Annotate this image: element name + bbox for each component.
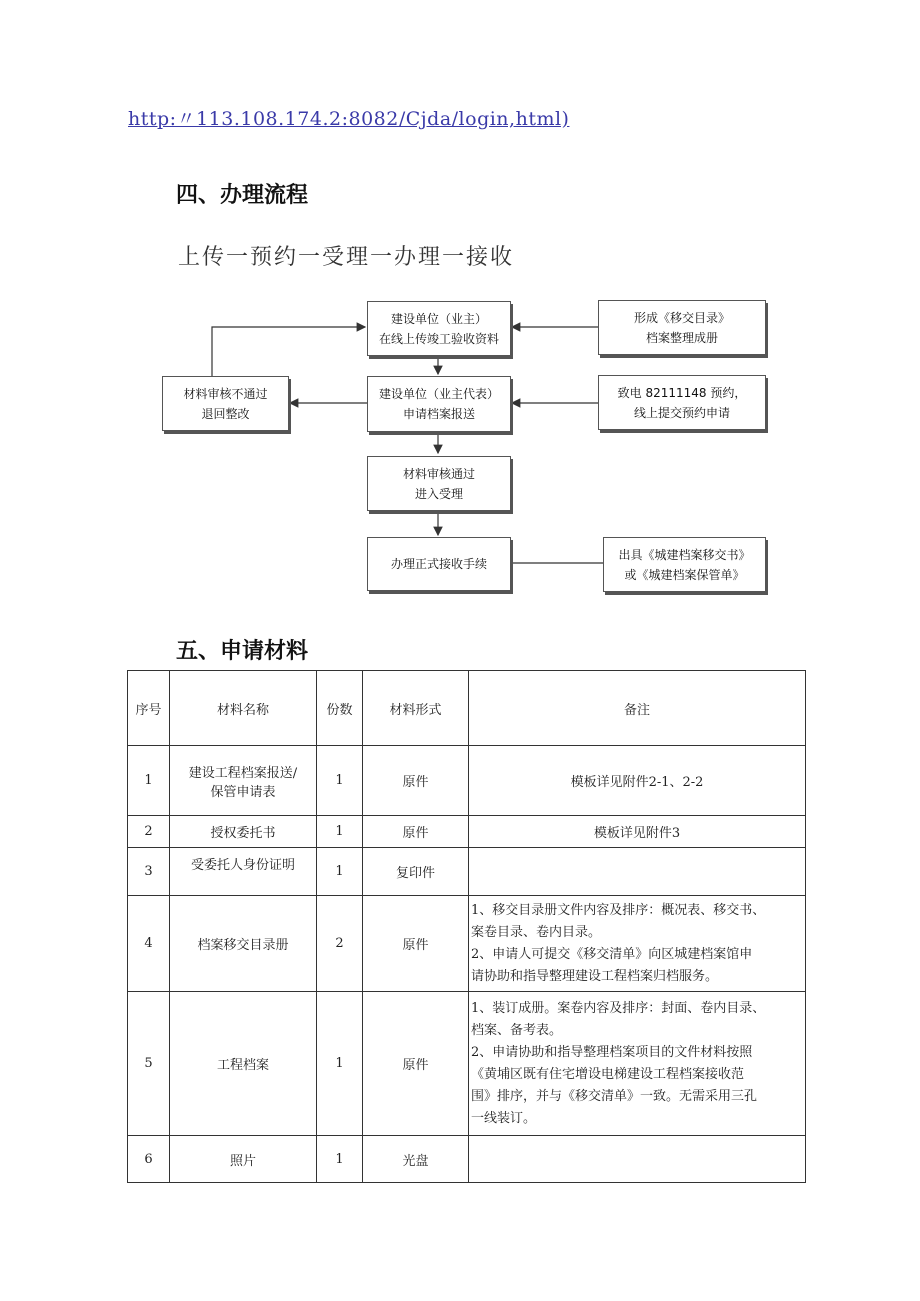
flow-box-issue: [603, 537, 766, 592]
flow-box-text: 进入受理: [414, 486, 463, 501]
flow-box-apply: [367, 376, 511, 432]
table-row: [128, 746, 806, 816]
cell-form: 原件: [363, 816, 469, 848]
cell-no: 3: [128, 848, 170, 896]
header-form: 材料形式: [363, 671, 469, 746]
header-no: 序号: [128, 671, 170, 746]
cell-name-line: 建设工程档案报送/: [188, 765, 298, 781]
section-heading-process: 四、办理流程: [176, 183, 309, 208]
cell-count: 1: [317, 816, 363, 848]
note-line: 1、装订成册。案卷内容及排序：封面、卷内目录、: [471, 1000, 766, 1016]
cell-count: 1: [317, 1136, 363, 1183]
table-row: [128, 848, 806, 896]
cell-note: 模板详见附件2-1、2-2: [469, 746, 806, 816]
cell-note: 模板详见附件3: [469, 816, 806, 848]
cell-note: [469, 896, 806, 992]
cell-no: 6: [128, 1136, 170, 1183]
note-line: 《黄埔区既有住宅增设电梯建设工程档案接收范: [471, 1066, 745, 1082]
note-line: 2、申请人可提交《移交清单》向区城建档案馆申: [471, 946, 753, 962]
arrow-reject-to-upload: [212, 327, 365, 376]
cell-count: 1: [317, 746, 363, 816]
flow-box-handle: [367, 537, 511, 591]
cell-note: [469, 1136, 806, 1183]
note-line: 档案、备考表。: [471, 1022, 563, 1038]
flow-box-text: 办理正式接收手续: [390, 557, 487, 571]
cell-count: 1: [317, 848, 363, 896]
note-line: 请协助和指导整理建设工程档案归档服务。: [471, 968, 719, 984]
note-line: 围》排序，并与《移交清单》一致。无需采用三孔: [471, 1088, 758, 1104]
note-line: 2、申请协助和指导整理档案项目的文件材料按照: [471, 1044, 753, 1060]
flow-box-text: 申请档案报送: [402, 407, 475, 421]
cell-name: 受委托人身份证明: [170, 848, 317, 896]
flow-box-text: 建设单位（业主代表）: [378, 387, 499, 401]
table-row: [128, 896, 806, 992]
process-summary: 上传一预约一受理一办理一接收: [178, 245, 515, 270]
cell-note: [469, 848, 806, 896]
table-row: [128, 816, 806, 848]
header-note: 备注: [469, 671, 806, 746]
flow-box-text: 档案整理成册: [645, 330, 718, 345]
archive-login-link[interactable]: http:〃113.108.174.2:8082/Cjda/login,html): [128, 108, 570, 130]
flow-box-text: 材料审核通过: [402, 466, 475, 481]
cell-name: 授权委托书: [170, 816, 317, 848]
cell-form: 原件: [363, 746, 469, 816]
flow-box-text: 线上提交预约申请: [633, 405, 730, 420]
section-heading-materials: 五、申请材料: [176, 639, 309, 664]
table-header-row: [128, 671, 806, 746]
cell-no: 5: [128, 992, 170, 1136]
flow-box-text: 材料审核不通过: [183, 386, 268, 401]
flow-box-accept: [367, 456, 511, 511]
flow-box-text: 退回整改: [201, 406, 250, 421]
note-line: 案卷目录、卷内目录。: [471, 924, 602, 940]
flow-box-call: [598, 375, 766, 430]
cell-no: 4: [128, 896, 170, 992]
cell-name: 工程档案: [170, 992, 317, 1136]
cell-form: 原件: [363, 896, 469, 992]
cell-form: 光盘: [363, 1136, 469, 1183]
flow-box-text: 或《城建档案保管单》: [624, 567, 745, 582]
flow-box-text: 建设单位（业主）: [390, 311, 487, 326]
header-count: 份数: [317, 671, 363, 746]
materials-table: [127, 670, 806, 1183]
cell-note: [469, 992, 806, 1136]
flow-box-reject: [162, 376, 289, 431]
note-line: 1、移交目录册文件内容及排序：概况表、移交书、: [471, 902, 766, 918]
note-line: 一线装订。: [471, 1110, 537, 1126]
cell-no: 2: [128, 816, 170, 848]
flow-box-text: 形成《移交目录》: [633, 310, 730, 325]
flow-box-form-catalog: [598, 300, 766, 355]
flow-box-upload: [367, 301, 511, 356]
header-name: 材料名称: [170, 671, 317, 746]
table-row: [128, 992, 806, 1136]
flow-box-text: 出具《城建档案移交书》: [618, 547, 751, 562]
flow-box-text: 致电 82111148 预约，: [617, 385, 747, 400]
cell-form: 原件: [363, 992, 469, 1136]
cell-name: [170, 746, 317, 816]
cell-name: 照片: [170, 1136, 317, 1183]
cell-name-line: 保管申请表: [210, 784, 276, 800]
cell-count: 1: [317, 992, 363, 1136]
cell-name: 档案移交目录册: [170, 896, 317, 992]
cell-no: 1: [128, 746, 170, 816]
table-row: [128, 1136, 806, 1183]
flow-box-text: 在线上传竣工验收资料: [378, 331, 499, 346]
cell-form: 复印件: [363, 848, 469, 896]
cell-count: 2: [317, 896, 363, 992]
